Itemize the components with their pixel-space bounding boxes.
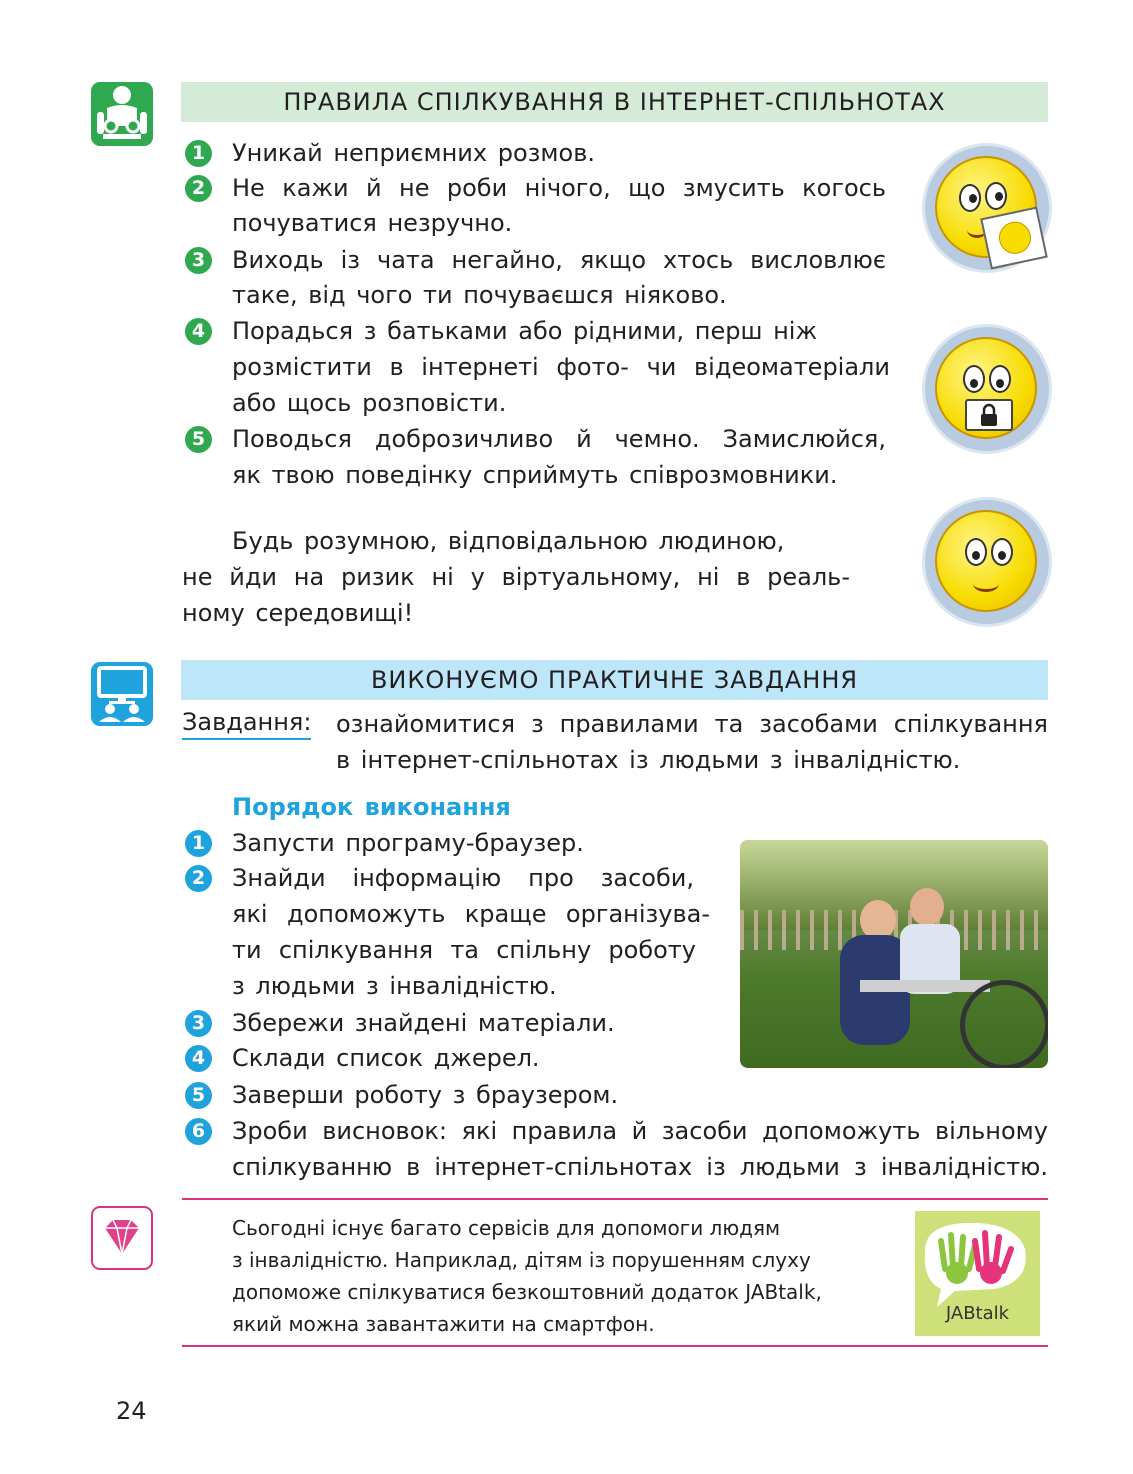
step-6-line-1: Зроби висновок: які правила й засоби допоможуть вільному [232, 1117, 1048, 1145]
rule-4-line-1: Порадься з батьками або рідними, перш ніж [232, 317, 818, 345]
wheelchair-wheel [960, 980, 1048, 1068]
rule-5-line-1: Поводься доброзичливо й чемно. Замислюйся, [232, 425, 886, 453]
step-1-line-1: Запусти програму-браузер. [232, 829, 584, 857]
rule-2-line-1: Не кажи й не роби нічого, що змусить когось [232, 174, 886, 202]
step-number-5: 5 [185, 1082, 212, 1109]
step-3-line-1: Збережи знайдені матеріали. [232, 1009, 615, 1037]
rule-4-line-3: або щось розповісти. [232, 389, 507, 417]
task-line-1: ознайомитися з правилами та засобами спілкування [336, 710, 1048, 738]
photo-card-illustration [980, 207, 1048, 270]
section-title-practical-task: ВИКОНУЄМО ПРАКТИЧНЕ ЗАВДАННЯ [181, 660, 1048, 700]
step-number-3: 3 [185, 1010, 212, 1037]
step-number-4: 4 [185, 1045, 212, 1072]
smiley-happy-illustration [922, 497, 1052, 627]
lock-icon [965, 399, 1013, 431]
tip-line-1: Сьогодні існує багато сервісів для допомоги людям [232, 1216, 781, 1240]
step-2-line-3: ти спілкування та спільну роботу [232, 936, 696, 964]
task-label: Завдання: [182, 706, 311, 740]
smiley-pointing-illustration [922, 143, 1052, 273]
photo-wheelchair-child [740, 840, 1048, 1068]
task-line-2: в інтернет-спільнотах із людьми з інвалідністю. [336, 746, 961, 774]
rule-3-line-1: Виходь із чата негайно, якщо хтось висловлює [232, 246, 886, 274]
closing-line-1: Будь розумною, відповідальною людиною, [232, 527, 785, 555]
rule-3-line-2: таке, від чого ти почуваєшся ніяково. [232, 281, 727, 309]
smiley-lock-illustration [922, 324, 1052, 454]
step-number-1: 1 [185, 830, 212, 857]
rule-5-line-2: як твою поведінку сприймуть співрозмовники. [232, 461, 838, 489]
jabtalk-logo [915, 1211, 1040, 1336]
step-2-line-4: з людьми з інвалідністю. [232, 972, 557, 1000]
diamond-icon [91, 1206, 153, 1270]
child-head [910, 888, 944, 926]
step-4-line-1: Склади список джерел. [232, 1044, 540, 1072]
tip-line-3: допоможе спілкуватися безкоштовний додаток JABtalk, [232, 1280, 822, 1304]
rule-number-2: 2 [185, 175, 212, 202]
rule-2-line-2: почуватися незручно. [232, 209, 513, 237]
step-number-6: 6 [185, 1118, 212, 1145]
person-head [860, 900, 896, 940]
page-number: 24 [116, 1397, 147, 1425]
wheelchair-tray [860, 980, 990, 992]
rule-number-5: 5 [185, 426, 212, 453]
section-title-rules: ПРАВИЛА СПІЛКУВАННЯ В ІНТЕРНЕТ-СПІЛЬНОТАХ [181, 82, 1048, 122]
step-6-line-2: спілкуванню в інтернет-спільнотах із людьми з інвалідністю. [232, 1153, 1048, 1181]
rule-number-4: 4 [185, 318, 212, 345]
tip-top-divider [182, 1198, 1048, 1200]
rule-4-line-2: розмістити в інтернеті фото- чи відеоматеріали [232, 353, 890, 381]
step-5-line-1: Заверши роботу з браузером. [232, 1081, 619, 1109]
rule-1-line-1: Уникай неприємних розмов. [232, 139, 595, 167]
step-number-2: 2 [185, 865, 212, 892]
closing-line-2: не йди на ризик ні у віртуальному, ні в реаль- [182, 563, 850, 591]
communication-rules-icon [91, 82, 153, 146]
step-2-line-2: які допоможуть краще організува- [232, 900, 710, 928]
procedure-title: Порядок виконання [232, 793, 511, 821]
step-2-line-1: Знайди інформацію про засоби, [232, 864, 694, 892]
tip-line-2: з інвалідністю. Наприклад, дітям із порушенням слуху [232, 1248, 811, 1272]
computer-task-icon [91, 662, 153, 726]
jabtalk-logo-text: JABtalk [945, 1303, 1010, 1324]
closing-line-3: ному середовищі! [182, 599, 414, 627]
tip-line-4: який можна завантажити на смартфон. [232, 1312, 655, 1336]
rule-number-3: 3 [185, 247, 212, 274]
rule-number-1: 1 [185, 140, 212, 167]
tip-bottom-divider [182, 1345, 1048, 1347]
